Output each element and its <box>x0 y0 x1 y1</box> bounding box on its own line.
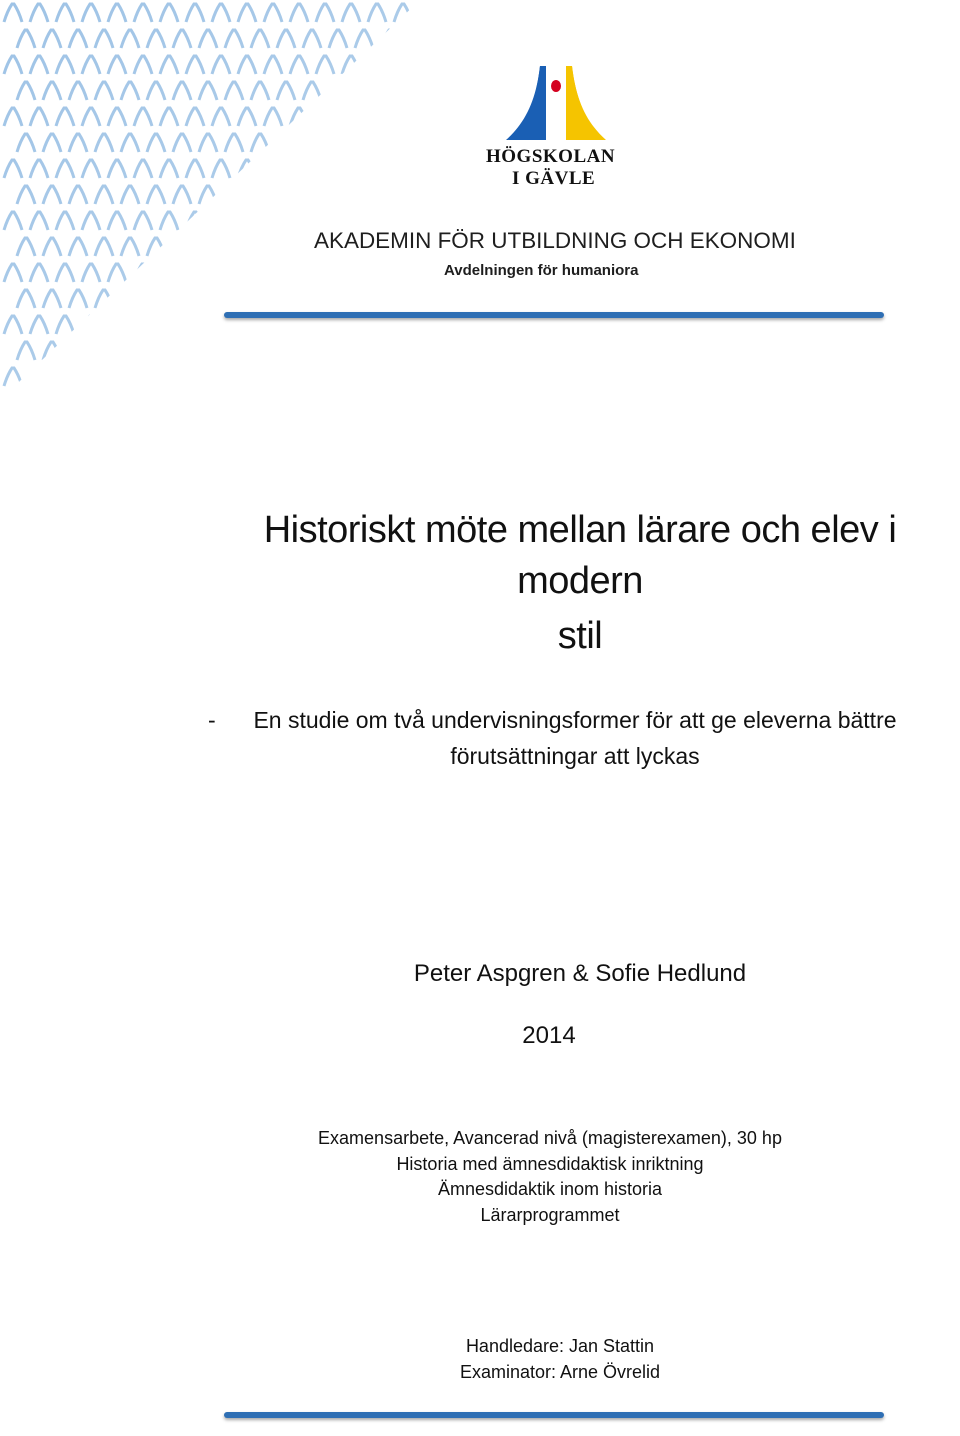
pattern-arch-icon <box>186 368 204 386</box>
pattern-arch-icon <box>251 342 269 360</box>
pattern-arch-icon <box>368 160 386 178</box>
logo-name-line1: HÖGSKOLAN <box>486 146 616 167</box>
pattern-arch-icon <box>381 394 399 400</box>
pattern-arch-icon <box>186 316 204 334</box>
pattern-arch-icon <box>381 134 399 152</box>
corner-pattern <box>0 0 420 400</box>
pattern-arch-icon <box>394 368 412 386</box>
pattern-arch-icon <box>303 290 321 308</box>
pattern-arch-icon <box>277 186 295 204</box>
pattern-arch-icon <box>303 342 321 360</box>
pattern-arch-icon <box>290 212 308 230</box>
pattern-arch-icon <box>407 342 420 360</box>
pattern-arch-icon <box>134 316 152 334</box>
pattern-arch-icon <box>329 82 347 100</box>
pattern-arch-icon <box>238 264 256 282</box>
pattern-arch-icon <box>329 186 347 204</box>
thesis-title <box>200 505 960 662</box>
pattern-arch-icon <box>95 394 113 400</box>
title-line-2: stil <box>557 615 603 657</box>
pattern-arch-icon <box>199 290 217 308</box>
pattern-arch-icon <box>329 342 347 360</box>
bottom-divider <box>224 1412 884 1418</box>
thesis-subtitle <box>208 702 928 774</box>
pattern-arch-icon <box>381 290 399 308</box>
pattern-arch-icon <box>303 186 321 204</box>
logo-red-dot <box>551 80 561 92</box>
pattern-arch-icon <box>407 134 420 152</box>
pattern-arch-icon <box>342 108 360 126</box>
logo-wordmark <box>486 146 615 190</box>
pattern-arch-icon <box>199 342 217 360</box>
pattern-arch-icon <box>381 342 399 360</box>
pattern-arch-icon <box>342 316 360 334</box>
pattern-arch-icon <box>121 394 139 400</box>
supervision <box>260 1334 860 1385</box>
pattern-arch-icon <box>173 238 191 256</box>
pattern-arch-icon <box>212 316 230 334</box>
pattern-arch-icon <box>290 316 308 334</box>
pattern-arch-icon <box>355 82 373 100</box>
pattern-arch-icon <box>238 368 256 386</box>
pattern-arch-icon <box>407 290 420 308</box>
pattern-arch-icon <box>290 160 308 178</box>
top-divider <box>224 312 884 318</box>
pattern-arch-icon <box>394 160 412 178</box>
faculty-heading: AKADEMIN FÖR UTBILDNING OCH EKONOMI <box>314 228 796 253</box>
pattern-arch-icon <box>264 212 282 230</box>
pattern-arch-icon <box>82 368 100 386</box>
pattern-arch-icon <box>316 108 334 126</box>
pattern-arch-icon <box>212 212 230 230</box>
pattern-arch-icon <box>368 108 386 126</box>
pattern-arch-icon <box>407 186 420 204</box>
pattern-arch-icon <box>225 186 243 204</box>
pattern-arch-icon <box>160 368 178 386</box>
pattern-arch-icon <box>277 394 295 400</box>
pattern-arch-icon <box>56 368 74 386</box>
pattern-arch-icon <box>316 368 334 386</box>
details-line: Examensarbete, Avancerad nivå (magisterexamen), 30 hp <box>318 1128 782 1148</box>
supervisor: Handledare: Jan Stattin <box>465 1336 655 1356</box>
pattern-arch-icon <box>342 160 360 178</box>
details-line: Historia med ämnesdidaktisk inriktning <box>396 1153 704 1174</box>
pattern-arch-icon <box>251 290 269 308</box>
pattern-arch-icon <box>108 368 126 386</box>
pattern-arch-icon <box>394 264 412 282</box>
pattern-arch-icon <box>368 368 386 386</box>
pattern-arch-icon <box>303 394 321 400</box>
pattern-arch-icon <box>277 134 295 152</box>
logo-name-line2: I GÄVLE <box>512 168 596 189</box>
pattern-arch-icon <box>186 264 204 282</box>
pattern-arch-icon <box>43 394 61 400</box>
pattern-arch-icon <box>147 394 165 400</box>
pattern-arch-icon <box>212 368 230 386</box>
pattern-arch-icon <box>264 160 282 178</box>
subtitle-line-1: En studie om två undervisningsformer för att ge eleverna bättre <box>253 707 897 733</box>
pattern-arch-icon <box>17 394 35 400</box>
pattern-arch-icon <box>225 290 243 308</box>
pattern-arch-icon <box>329 290 347 308</box>
pattern-arch-icon <box>147 342 165 360</box>
pattern-arch-icon <box>225 342 243 360</box>
pattern-arch-icon <box>342 368 360 386</box>
pattern-arch-icon <box>381 186 399 204</box>
pattern-arch-icon <box>368 264 386 282</box>
pattern-arch-icon <box>212 264 230 282</box>
pattern-arch-icon <box>69 342 87 360</box>
pattern-arch-icon <box>355 134 373 152</box>
pattern-arch-icon <box>147 290 165 308</box>
pattern-arch-icon <box>316 264 334 282</box>
pattern-arch-icon <box>277 238 295 256</box>
pattern-arch-icon <box>355 186 373 204</box>
details-line: Lärarprogrammet <box>480 1204 620 1225</box>
pattern-arch-icon <box>368 316 386 334</box>
pattern-arch-icon <box>355 394 373 400</box>
pattern-arch-icon <box>407 82 420 100</box>
pattern-arch-icon <box>355 290 373 308</box>
pattern-arch-icon <box>407 30 420 48</box>
pattern-arch-icon <box>277 290 295 308</box>
pattern-arch-icon <box>329 394 347 400</box>
pattern-arch-icon <box>199 238 217 256</box>
pattern-arch-icon <box>277 342 295 360</box>
pattern-arch-icon <box>225 394 243 400</box>
pattern-arch-icon <box>199 394 217 400</box>
pattern-arch-icon <box>95 342 113 360</box>
pattern-arch-icon <box>121 290 139 308</box>
pattern-arch-icon <box>251 186 269 204</box>
pattern-arch-icon <box>394 316 412 334</box>
pattern-arch-icon <box>238 212 256 230</box>
pattern-arch-icon <box>173 394 191 400</box>
pattern-arch-icon <box>342 264 360 282</box>
pattern-arch-icon <box>394 56 412 74</box>
pattern-arch-icon <box>238 316 256 334</box>
examiner: Examinator: Arne Övrelid <box>459 1361 661 1382</box>
pattern-arch-icon <box>381 82 399 100</box>
pattern-arch-icon <box>121 342 139 360</box>
thesis-details <box>250 1126 850 1228</box>
pattern-arch-icon <box>173 290 191 308</box>
pattern-arch-icon <box>329 134 347 152</box>
pattern-arch-icon <box>160 264 178 282</box>
pattern-arch-icon <box>264 368 282 386</box>
pattern-arch-icon <box>108 316 126 334</box>
pattern-arch-icon <box>264 316 282 334</box>
year: 2014 <box>522 1022 576 1049</box>
pattern-arch-icon <box>251 394 269 400</box>
subtitle-line-2: förutsättningar att lyckas <box>450 743 700 769</box>
pattern-arch-icon <box>225 238 243 256</box>
pattern-arch-icon <box>394 108 412 126</box>
title-line-1: Historiskt möte mellan lärare och elev i modern <box>263 509 897 602</box>
pattern-arch-icon <box>134 368 152 386</box>
authors: Peter Aspgren & Sofie Hedlund <box>413 960 747 987</box>
pattern-arch-icon <box>264 264 282 282</box>
pattern-arch-icon <box>355 342 373 360</box>
pattern-arch-icon <box>290 368 308 386</box>
pattern-arch-icon <box>368 56 386 74</box>
pattern-arch-icon <box>290 264 308 282</box>
subtitle-dash: - <box>208 707 216 733</box>
pattern-arch-icon <box>316 316 334 334</box>
details-line: Ämnesdidaktik inom historia <box>437 1179 663 1199</box>
pattern-arch-icon <box>316 160 334 178</box>
pattern-arch-icon <box>173 342 191 360</box>
pattern-arch-icon <box>407 394 420 400</box>
pattern-arch-icon <box>303 134 321 152</box>
pattern-arch-icon <box>30 368 48 386</box>
pattern-arch-icon <box>160 316 178 334</box>
division-heading: Avdelningen för humaniora <box>444 262 639 279</box>
pattern-arch-icon <box>251 238 269 256</box>
pattern-arch-icon <box>69 394 87 400</box>
